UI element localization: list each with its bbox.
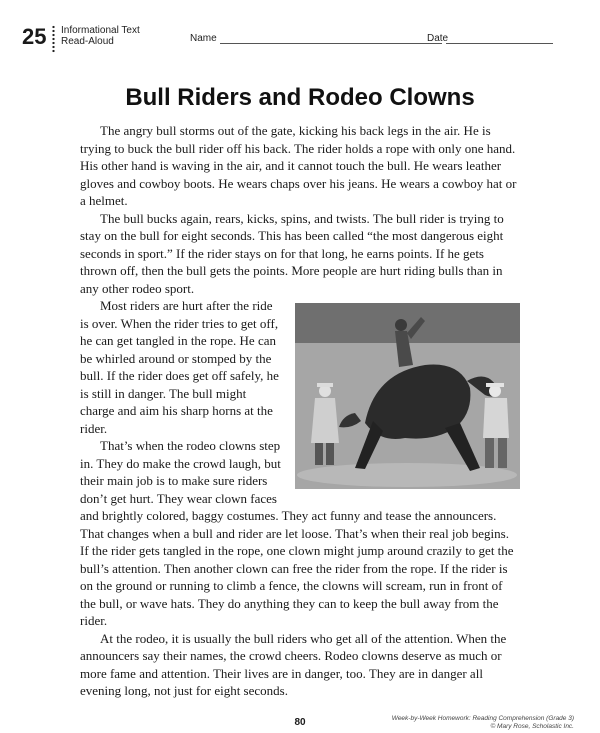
- name-label: Name: [190, 33, 217, 44]
- footer-credit: [392, 715, 574, 731]
- page-number: 80: [294, 717, 306, 728]
- text-type-line-2: Read-Aloud: [61, 36, 114, 47]
- copyright: © Mary Rose, Scholastic Inc.: [490, 723, 574, 730]
- date-label: Date: [427, 33, 449, 44]
- name-field[interactable]: [220, 43, 442, 44]
- text-type-line-1: Informational Text: [61, 25, 140, 36]
- book-title: Week-by-Week Homework: Reading Comprehension (Grade 3): [391, 715, 574, 722]
- date-field[interactable]: [446, 43, 553, 44]
- paragraph-2: The bull bucks again, rears, kicks, spins, and twists. The bull rider is trying to stay on the bull for eight seconds. This has been called “the most dangerous eight seconds in sport.” If the rider stays on for that long, he earns points. If he gets thrown off, then the bull gets the points. More people are hurt riding bulls than in any other rodeo sport.: [80, 210, 504, 296]
- paragraph-5: At the rodeo, it is usually the bull riders who get all of the attention. When the announcers say their names, the crowd cheers. Rodeo clowns deserve as much or more fame and attention. Their lives are in danger, too. They are in danger all evening long, not just for eight seconds.: [80, 630, 507, 698]
- text-type-label: [61, 25, 140, 47]
- paragraph-1: The angry bull storms out of the gate, kicking his back legs in the air. He is trying to buck the bull rider off his back. The rider holds a rope with only one hand. His other hand is waving in the air, and it cannot touch the bull. He wears leather gloves and cowboy boots. He wears chaps over his jeans. He wears a cowboy hat or a helmet.: [80, 123, 517, 208]
- dotted-divider: [52, 25, 55, 53]
- story-body: [80, 122, 520, 700]
- page-title: Bull Riders and Rodeo Clowns: [125, 84, 475, 111]
- paragraph-3: Most riders are hurt after the ride is over. When the rider tries to get off, he can get tangled in the rope. He can be whirled around or stomped by the bull. If the rider does get off safely, he is still in danger. The bull might charge and aim his sharp horns at the rider.: [80, 298, 279, 436]
- paragraph-4: That’s when the rodeo clowns step in. They do make the crowd laugh, but their main job is to make sure riders don’t get hurt. They wear clown faces and brightly colored, baggy costumes. They act funny and tease the announcers. That changes when a bull and rider are let loose. That’s when their real job begins. If the rider gets tangled in the rope, one clown might jump around crazily to get the bull’s attention. Then another clown can free the rider from the rope. If the rider is on the ground or running to climb a fence, the clowns will scream, run in front of the bull, or wave hats. They do anything they can to keep the bull away from the rider.: [80, 438, 514, 628]
- bull-rider-photo: [295, 303, 520, 489]
- lesson-number: 25: [22, 24, 47, 49]
- rodeo-photo-illustration: [295, 303, 520, 489]
